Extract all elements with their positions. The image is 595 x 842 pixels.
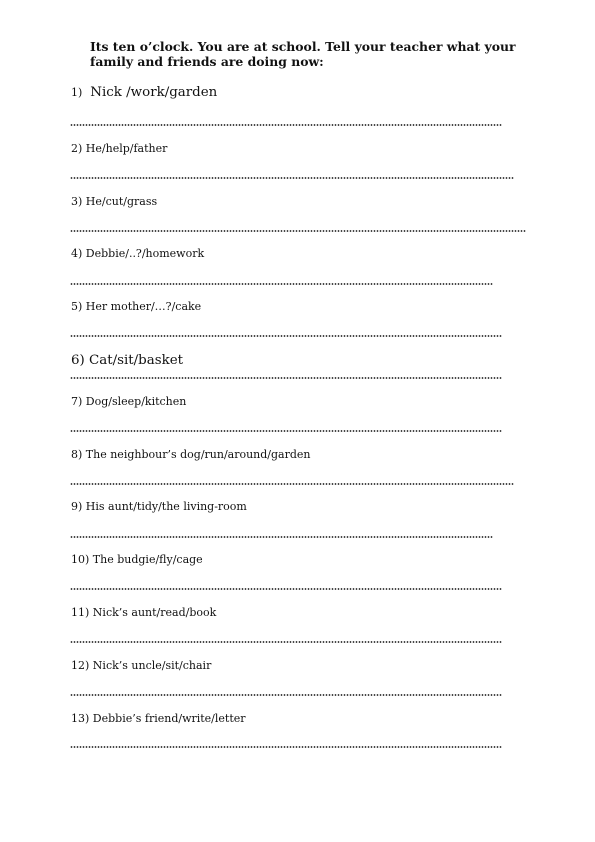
exercise-prompt-11 (71, 606, 216, 619)
exercise-number: 4) (71, 247, 83, 260)
exercise-cue: The neighbour’s dog/run/around/garden (85, 448, 311, 461)
answer-line-8 (70, 482, 514, 486)
answer-line-2 (70, 176, 514, 180)
exercise-cue: He/help/father (85, 142, 168, 155)
exercise-cue: Debbie/..?/homework (85, 247, 205, 260)
exercise-number: 10) (71, 553, 90, 566)
answer-line-11 (70, 640, 502, 644)
exercise-number: 2) (71, 142, 83, 155)
exercise-number: 8) (71, 448, 83, 461)
exercise-prompt-3 (71, 195, 157, 208)
answer-line-3 (70, 229, 526, 233)
exercise-cue: He/cut/grass (85, 195, 158, 208)
exercise-cue: The budgie/fly/cage (92, 553, 203, 566)
exercise-number: 11) (71, 606, 90, 619)
exercise-prompt-1 (71, 85, 217, 100)
answer-line-10 (70, 587, 502, 591)
worksheet-instructions: Its ten o’clock. You are at school. Tell your teacher what your family and friends are doing now: (90, 39, 516, 69)
exercise-number: 7) (71, 395, 83, 408)
answer-line-13 (70, 745, 502, 749)
exercise-prompt-10 (71, 553, 203, 566)
exercise-prompt-8 (71, 448, 311, 461)
exercise-prompt-4 (71, 247, 204, 260)
answer-line-7 (70, 429, 502, 433)
answer-line-4 (70, 282, 493, 286)
exercise-number: 13) (71, 712, 90, 725)
exercise-cue: Dog/sleep/kitchen (85, 395, 187, 408)
exercise-number: 9) (71, 500, 83, 513)
answer-line-9 (70, 535, 493, 539)
exercise-cue: Debbie’s friend/write/letter (92, 712, 246, 725)
exercise-prompt-13 (71, 712, 246, 725)
exercise-cue: Nick’s aunt/read/book (92, 606, 217, 619)
exercise-prompt-9 (71, 500, 247, 513)
answer-line-1 (70, 123, 502, 127)
exercise-prompt-12 (71, 659, 211, 672)
exercise-prompt-6 (71, 353, 183, 368)
exercise-cue: Cat/sit/basket (89, 353, 184, 368)
exercise-prompt-7 (71, 395, 186, 408)
exercise-number: 6) (71, 353, 85, 368)
exercise-number: 12) (71, 659, 90, 672)
exercise-prompt-2 (71, 142, 167, 155)
exercise-number: 5) (71, 300, 83, 313)
exercise-cue: His aunt/tidy/the living-room (85, 500, 247, 513)
exercise-cue: Her mother/…?/cake (85, 300, 202, 313)
exercise-number: 3) (71, 195, 83, 208)
exercise-number: 1) (71, 86, 83, 99)
answer-line-12 (70, 693, 502, 697)
exercise-prompt-5 (71, 300, 201, 313)
answer-line-6 (70, 376, 502, 380)
answer-line-5 (70, 334, 502, 338)
exercise-cue: Nick /work/garden (90, 85, 218, 100)
exercise-cue: Nick’s uncle/sit/chair (92, 659, 212, 672)
